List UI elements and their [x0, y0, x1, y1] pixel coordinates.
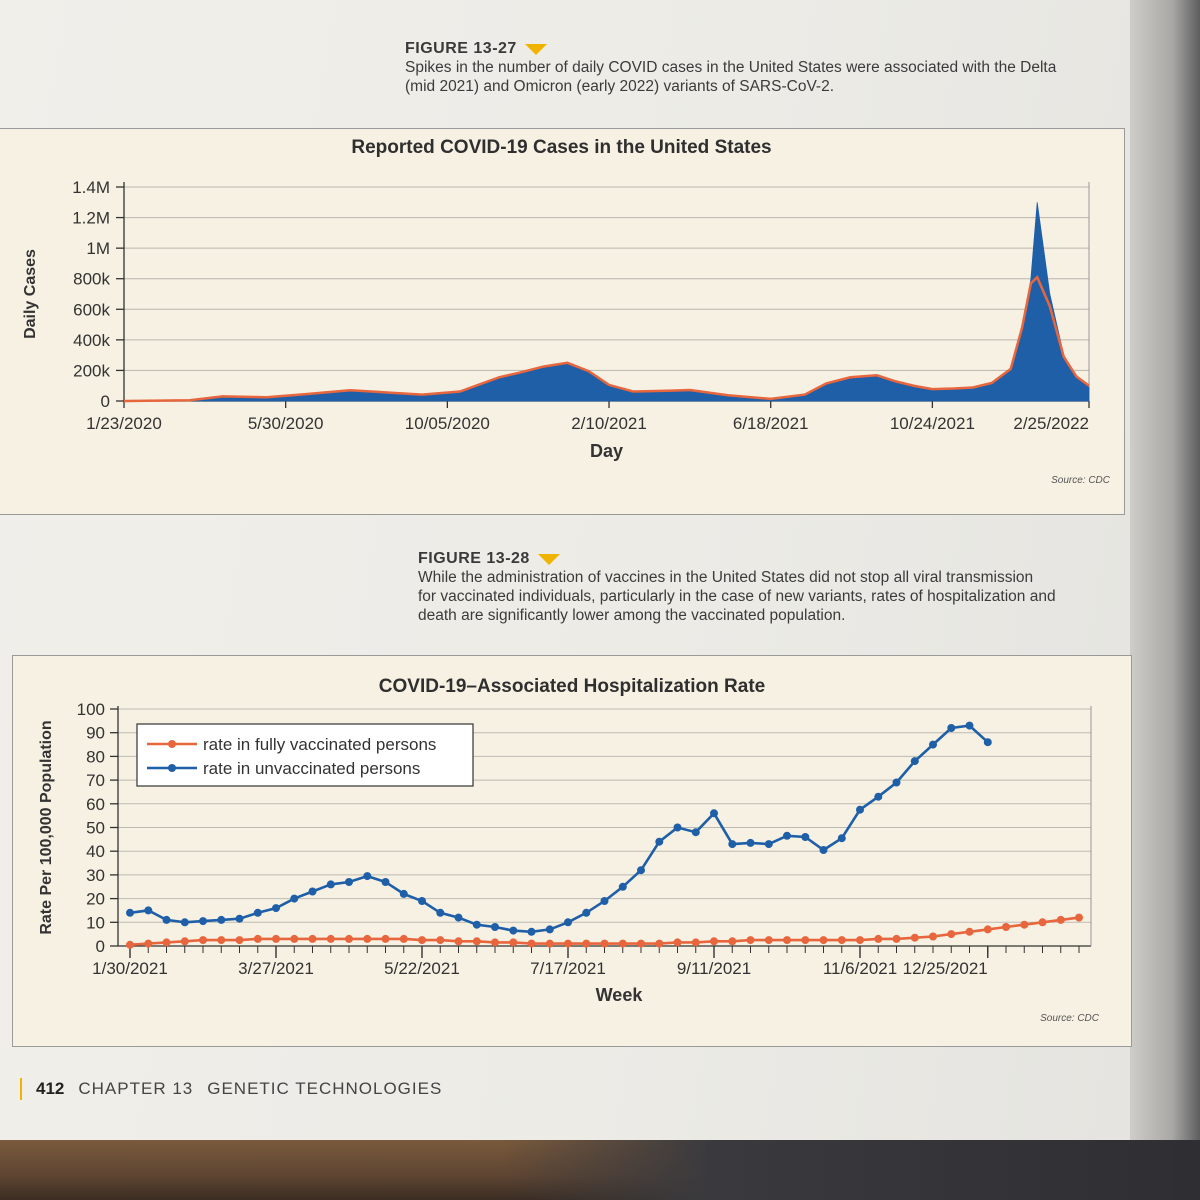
vaccinated-point	[1039, 918, 1047, 926]
y-tick-label: 10	[86, 913, 105, 933]
vaccinated-point	[582, 940, 590, 948]
unvaccinated-point	[619, 883, 627, 891]
x-tick-label: 2/25/2022	[1013, 414, 1089, 433]
vaccinated-point	[893, 935, 901, 943]
unvaccinated-point	[947, 724, 955, 732]
y-tick-label: 0	[95, 937, 105, 956]
vaccinated-point	[601, 940, 609, 948]
unvaccinated-point	[929, 741, 937, 749]
unvaccinated-point	[473, 921, 481, 929]
vaccinated-point	[254, 935, 262, 943]
hospitalization-chart	[13, 656, 1131, 1046]
triangle-marker-icon	[525, 44, 547, 55]
unvaccinated-point	[144, 906, 152, 914]
vaccinated-point	[418, 936, 426, 944]
vaccinated-point	[674, 938, 682, 946]
chart-title: Reported COVID-19 Cases in the United States	[351, 137, 772, 158]
footer-accent-bar	[20, 1078, 22, 1100]
caption-line: death are significantly lower among the vaccinated population.	[418, 607, 846, 624]
x-tick-label: 2/10/2021	[571, 414, 647, 433]
vaccinated-point	[655, 940, 663, 948]
caption-line: Spikes in the number of daily COVID cases in the United States were associated with the Delta	[405, 59, 1057, 76]
x-axis-title: Day	[589, 441, 624, 461]
unvaccinated-point	[765, 840, 773, 848]
unvaccinated-point	[856, 806, 864, 814]
vaccinated-point	[966, 928, 974, 936]
x-tick-label: 5/30/2020	[247, 414, 324, 433]
y-tick-label: 200k	[73, 361, 110, 381]
x-tick-label: 11/6/2021	[822, 959, 898, 978]
vaccinated-point	[637, 940, 645, 948]
unvaccinated-point	[728, 840, 736, 848]
y-tick-label: 1.2M	[72, 208, 110, 228]
y-tick-label: 50	[86, 818, 105, 838]
chapter-label: CHAPTER 13	[78, 1079, 194, 1098]
vaccinated-point	[436, 936, 444, 944]
unvaccinated-point	[254, 909, 262, 917]
unvaccinated-point	[455, 914, 463, 922]
unvaccinated-point	[181, 918, 189, 926]
vaccinated-point	[491, 938, 499, 946]
legend	[137, 724, 473, 786]
vaccinated-point	[327, 935, 335, 943]
page-number: 412	[36, 1079, 65, 1098]
x-tick-label: 10/24/2021	[889, 414, 975, 433]
y-tick-label: 1M	[86, 239, 110, 259]
vaccinated-point	[564, 940, 572, 948]
unvaccinated-point	[491, 923, 499, 931]
y-tick-label: 100	[76, 700, 105, 719]
vaccinated-point	[199, 936, 207, 944]
x-axis-title: Week	[595, 985, 643, 1005]
unvaccinated-point	[382, 878, 390, 886]
unvaccinated-point	[747, 839, 755, 847]
unvaccinated-point	[783, 832, 791, 840]
figure-label: FIGURE 13-28	[418, 550, 530, 567]
vaccinated-point	[473, 937, 481, 945]
page-footer	[20, 1078, 442, 1100]
x-tick-label: 12/25/2021	[902, 959, 988, 978]
unvaccinated-point	[582, 909, 590, 917]
unvaccinated-point	[966, 722, 974, 730]
y-tick-label: 0	[100, 392, 110, 411]
chart-source: Source: CDC	[1051, 475, 1110, 486]
unvaccinated-point	[710, 809, 718, 817]
unvaccinated-point	[564, 918, 572, 926]
x-tick-label: 6/18/2021	[732, 414, 809, 433]
daily-cases-area	[124, 202, 1089, 401]
unvaccinated-point	[309, 888, 317, 896]
vaccinated-point	[400, 935, 408, 943]
vaccinated-point	[947, 930, 955, 938]
vaccinated-point	[747, 936, 755, 944]
vaccinated-point	[820, 936, 828, 944]
vaccinated-point	[692, 938, 700, 946]
y-tick-label: 80	[86, 747, 105, 767]
unvaccinated-point	[893, 779, 901, 787]
legend-swatch-marker	[168, 740, 176, 748]
vaccinated-point	[217, 936, 225, 944]
x-tick-label: 5/22/2021	[384, 959, 460, 978]
figure-13-27-caption	[405, 40, 1125, 96]
cases-chart-panel	[0, 128, 1125, 515]
y-tick-label: 400k	[73, 330, 110, 350]
vaccinated-point	[455, 937, 463, 945]
chart-title: COVID-19–Associated Hospitalization Rate	[378, 676, 766, 697]
x-tick-label: 10/05/2020	[404, 414, 490, 433]
unvaccinated-point	[801, 833, 809, 841]
vaccinated-point	[528, 940, 536, 948]
x-tick-label: 3/27/2021	[238, 959, 314, 978]
figure-label: FIGURE 13-27	[405, 40, 517, 57]
vaccinated-point	[856, 936, 864, 944]
unvaccinated-point	[363, 872, 371, 880]
vaccinated-point	[546, 940, 554, 948]
vaccinated-point	[509, 938, 517, 946]
vaccinated-point	[236, 936, 244, 944]
unvaccinated-point	[163, 916, 171, 924]
vaccinated-point	[181, 937, 189, 945]
vaccinated-point	[290, 935, 298, 943]
y-tick-label: 600k	[73, 300, 110, 320]
vaccinated-point	[309, 935, 317, 943]
y-tick-label: 800k	[73, 269, 110, 289]
caption-line: While the administration of vaccines in the United States did not stop all viral transmission	[418, 569, 1034, 586]
vaccinated-point	[345, 935, 353, 943]
unvaccinated-point	[272, 904, 280, 912]
x-tick-label: 1/23/2020	[86, 414, 162, 433]
legend-label: rate in unvaccinated persons	[203, 759, 421, 778]
vaccinated-point	[911, 934, 919, 942]
chapter-title: GENETIC TECHNOLOGIES	[207, 1079, 443, 1098]
vaccinated-point	[874, 935, 882, 943]
cases-chart	[0, 129, 1124, 514]
vaccinated-point	[783, 936, 791, 944]
vaccinated-point	[1002, 923, 1010, 931]
unvaccinated-point	[345, 878, 353, 886]
unvaccinated-point	[820, 846, 828, 854]
legend-label: rate in fully vaccinated persons	[203, 735, 437, 754]
chart-source: Source: CDC	[1040, 1013, 1099, 1024]
unvaccinated-point	[674, 824, 682, 832]
x-tick-label: 9/11/2021	[676, 959, 752, 978]
vaccinated-point	[363, 935, 371, 943]
legend-swatch-marker	[168, 764, 176, 772]
book-edge	[1130, 0, 1200, 1200]
y-axis-title: Daily Cases	[22, 249, 39, 339]
triangle-marker-icon	[538, 554, 560, 565]
unvaccinated-point	[692, 828, 700, 836]
vaccinated-point	[801, 936, 809, 944]
y-tick-label: 90	[86, 723, 105, 743]
unvaccinated-point	[528, 928, 536, 936]
vaccinated-point	[144, 940, 152, 948]
vaccinated-point	[1075, 914, 1083, 922]
y-tick-label: 40	[86, 842, 105, 862]
unvaccinated-point	[655, 838, 663, 846]
unvaccinated-point	[637, 866, 645, 874]
unvaccinated-point	[984, 738, 992, 746]
unvaccinated-point	[874, 793, 882, 801]
unvaccinated-point	[199, 917, 207, 925]
vaccinated-point	[1020, 921, 1028, 929]
unvaccinated-point	[436, 909, 444, 917]
y-tick-label: 70	[86, 771, 105, 791]
unvaccinated-point	[911, 757, 919, 765]
unvaccinated-point	[327, 880, 335, 888]
vaccinated-point	[765, 936, 773, 944]
unvaccinated-point	[236, 915, 244, 923]
vaccinated-point	[619, 940, 627, 948]
caption-line: (mid 2021) and Omicron (early 2022) variants of SARS-CoV-2.	[405, 78, 835, 95]
hospitalization-chart-panel	[12, 655, 1132, 1047]
unvaccinated-point	[418, 897, 426, 905]
x-tick-label: 1/30/2021	[92, 959, 168, 978]
y-tick-label: 20	[86, 889, 105, 909]
figure-13-28-caption	[418, 550, 1118, 625]
y-tick-label: 60	[86, 794, 105, 814]
vaccinated-point	[272, 935, 280, 943]
y-axis-title: Rate Per 100,000 Population	[38, 720, 55, 935]
unvaccinated-point	[217, 916, 225, 924]
unvaccinated-point	[838, 834, 846, 842]
vaccinated-point	[382, 935, 390, 943]
unvaccinated-point	[546, 925, 554, 933]
caption-line: for vaccinated individuals, particularly in the case of new variants, rates of hospitalization and	[418, 588, 1056, 605]
background-surface	[0, 1140, 1200, 1200]
seven-day-average-line	[124, 277, 1089, 401]
vaccinated-point	[1057, 916, 1065, 924]
unvaccinated-point	[126, 909, 134, 917]
vaccinated-point	[838, 936, 846, 944]
vaccinated-point	[929, 933, 937, 941]
unvaccinated-point	[601, 897, 609, 905]
vaccinated-point	[163, 938, 171, 946]
x-tick-label: 7/17/2021	[530, 959, 606, 978]
vaccinated-point	[710, 937, 718, 945]
y-tick-label: 30	[86, 865, 105, 885]
vaccinated-point	[728, 937, 736, 945]
unvaccinated-point	[509, 927, 517, 935]
vaccinated-point	[984, 925, 992, 933]
unvaccinated-point	[290, 895, 298, 903]
unvaccinated-point	[400, 890, 408, 898]
y-tick-label: 1.4M	[72, 178, 110, 197]
vaccinated-point	[126, 941, 134, 949]
